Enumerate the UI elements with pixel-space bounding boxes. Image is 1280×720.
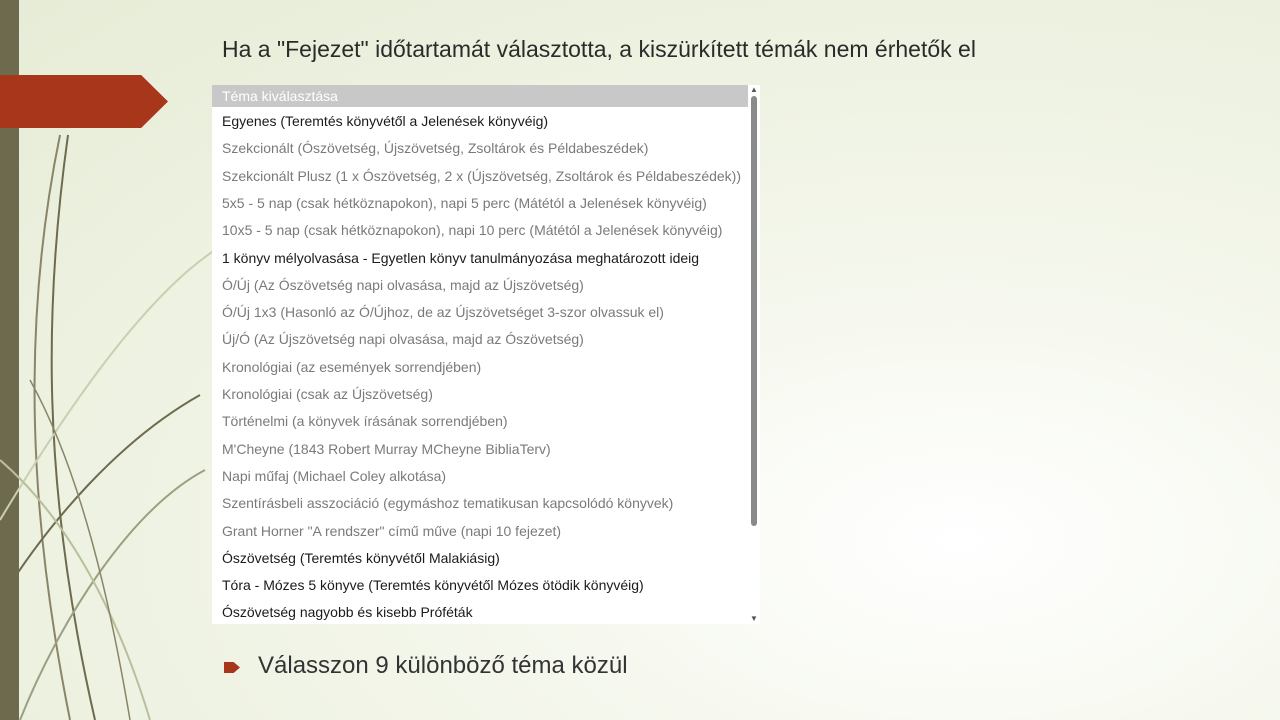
topic-option: Történelmi (a könyvek írásának sorrendjében)	[222, 413, 508, 430]
topic-option: Új/Ó (Az Újszövetség napi olvasása, majd az Ószövetség)	[222, 331, 584, 348]
title-accent-tab	[0, 75, 168, 128]
topic-option: Ó/Új 1x3 (Hasonló az Ó/Újhoz, de az Újszövetséget 3-szor olvassuk el)	[222, 304, 664, 321]
topic-option[interactable]: Ószövetség (Teremtés könyvétől Malakiásig)	[222, 549, 500, 566]
topic-option: Szekcionált (Ószövetség, Újszövetség, Zsoltárok és Példabeszédek)	[222, 140, 649, 157]
topic-option: Ó/Új (Az Ószövetség napi olvasása, majd az Újszövetség)	[222, 276, 584, 293]
topic-option: M'Cheyne (1843 Robert Murray MCheyne BibliaTerv)	[222, 440, 551, 457]
listbox-header[interactable]: Téma kiválasztása	[212, 85, 748, 107]
topic-option: Napi műfaj (Michael Coley alkotása)	[222, 467, 447, 484]
topic-option: Kronológiai (csak az Újszövetség)	[222, 386, 433, 402]
topic-option[interactable]: Egyenes (Teremtés könyvétől a Jelenések könyvéig)	[222, 113, 549, 129]
topic-select-listbox[interactable]	[212, 85, 760, 624]
scroll-thumb[interactable]	[751, 96, 757, 526]
topic-option: Szekcionált Plusz (1 x Ószövetség, 2 x (Újszövetség, Zsoltárok és Példabeszédek))	[222, 167, 741, 184]
topic-option[interactable]: Ószövetség nagyobb és kisebb Próféták	[222, 604, 473, 621]
topic-option: 5x5 - 5 nap (csak hétköznapokon), napi 5 perc (Mátétól a Jelenések könyvéig)	[222, 194, 707, 211]
slide-title: Ha a "Fejezet" időtartamát választotta, a kiszürkített témák nem érhetők el	[222, 36, 976, 62]
bullet-text: Válasszon 9 különböző téma közül	[258, 652, 628, 679]
topic-option: 10x5 - 5 nap (csak hétköznapokon), napi 10 perc (Mátétól a Jelenések könyvéig)	[222, 222, 723, 239]
topic-option: Grant Horner "A rendszer" című műve (napi 10 fejezet)	[222, 522, 562, 539]
topic-option: Szentírásbeli asszociáció (egymáshoz tematikusan kapcsolódó könyvek)	[222, 495, 674, 512]
listbox-scrollbar[interactable]	[748, 85, 760, 624]
scroll-down-icon[interactable]: ▼	[750, 614, 758, 623]
topic-option[interactable]: 1 könyv mélyolvasása - Egyetlen könyv tanulmányozása meghatározott ideig	[222, 249, 700, 266]
topic-option[interactable]: Tóra - Mózes 5 könyve (Teremtés könyvétől Mózes ötödik könyvéig)	[222, 577, 644, 594]
topic-option: Kronológiai (az események sorrendjében)	[222, 358, 482, 375]
scroll-up-icon[interactable]: ▲	[750, 85, 758, 94]
